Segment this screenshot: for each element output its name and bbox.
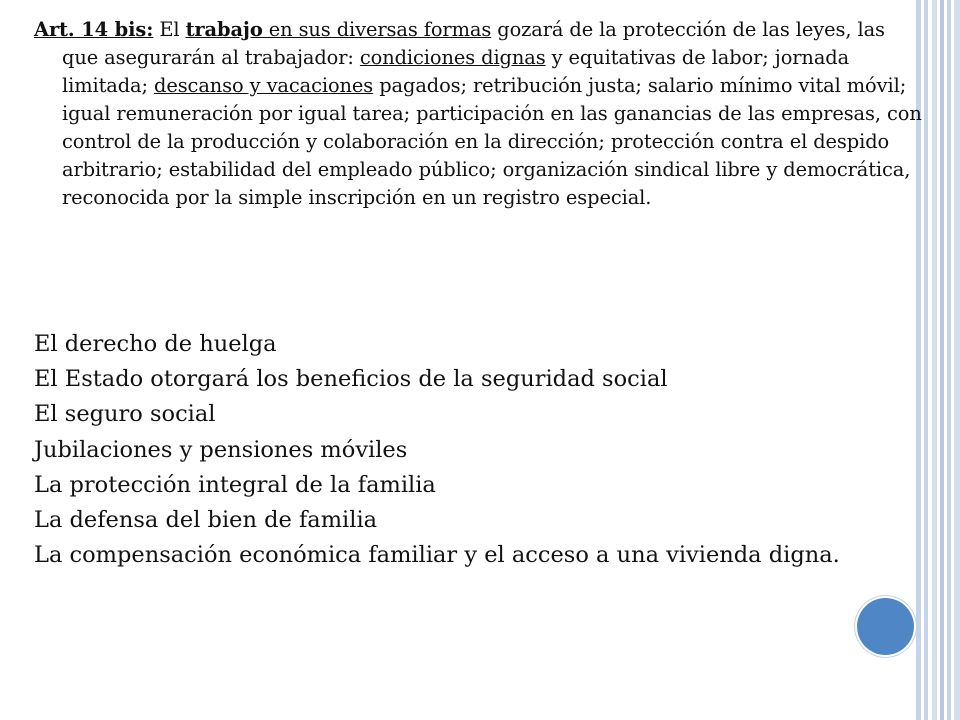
list-item: Jubilaciones y pensiones móviles: [34, 436, 408, 463]
article-text: gozará de la protección de las leyes, las que asegurarán al trabajador:: [62, 18, 885, 69]
list-item: La defensa del bien de familia: [34, 507, 378, 534]
list-item: La compensación económica familiar y el acceso a una vivienda digna.: [34, 542, 840, 569]
article-paragraph: [34, 16, 924, 212]
article-text: pagados; retribución justa; salario mínimo vital móvil; igual remuneración por igual tarea; participación en las ganancias de las empresas, con control de la producción y colaboración en la dirección; protección contra el despido arbitrario; estabilidad del empleado público; organización sindical libre y democrática, reconocida por la simple inscripción en un registro especial.: [62, 74, 922, 209]
article-text: El: [153, 18, 186, 41]
list-item: El Estado otorgará los beneficios de la seguridad social: [34, 366, 668, 393]
list-item: El derecho de huelga: [34, 331, 277, 357]
keyword-trabajo: trabajo: [185, 18, 263, 41]
article-text: y equitativas de labor; jornada limitada;: [62, 46, 850, 97]
stripe: [924, 0, 928, 720]
stripe: [940, 0, 944, 720]
keyword-descanso: descanso y vacaciones: [154, 74, 374, 97]
stripe: [954, 0, 960, 720]
rights-list: [34, 327, 894, 573]
keyword-condiciones: condiciones dignas: [359, 46, 546, 69]
list-item: La protección integral de la familia: [34, 471, 436, 498]
stripe: [947, 0, 951, 720]
list-item: El seguro social: [34, 401, 216, 428]
article-label: Art. 14 bis:: [34, 18, 154, 41]
keyword-formas: en sus diversas formas: [262, 18, 492, 41]
decorative-circle: [857, 598, 914, 655]
stripe: [932, 0, 937, 720]
